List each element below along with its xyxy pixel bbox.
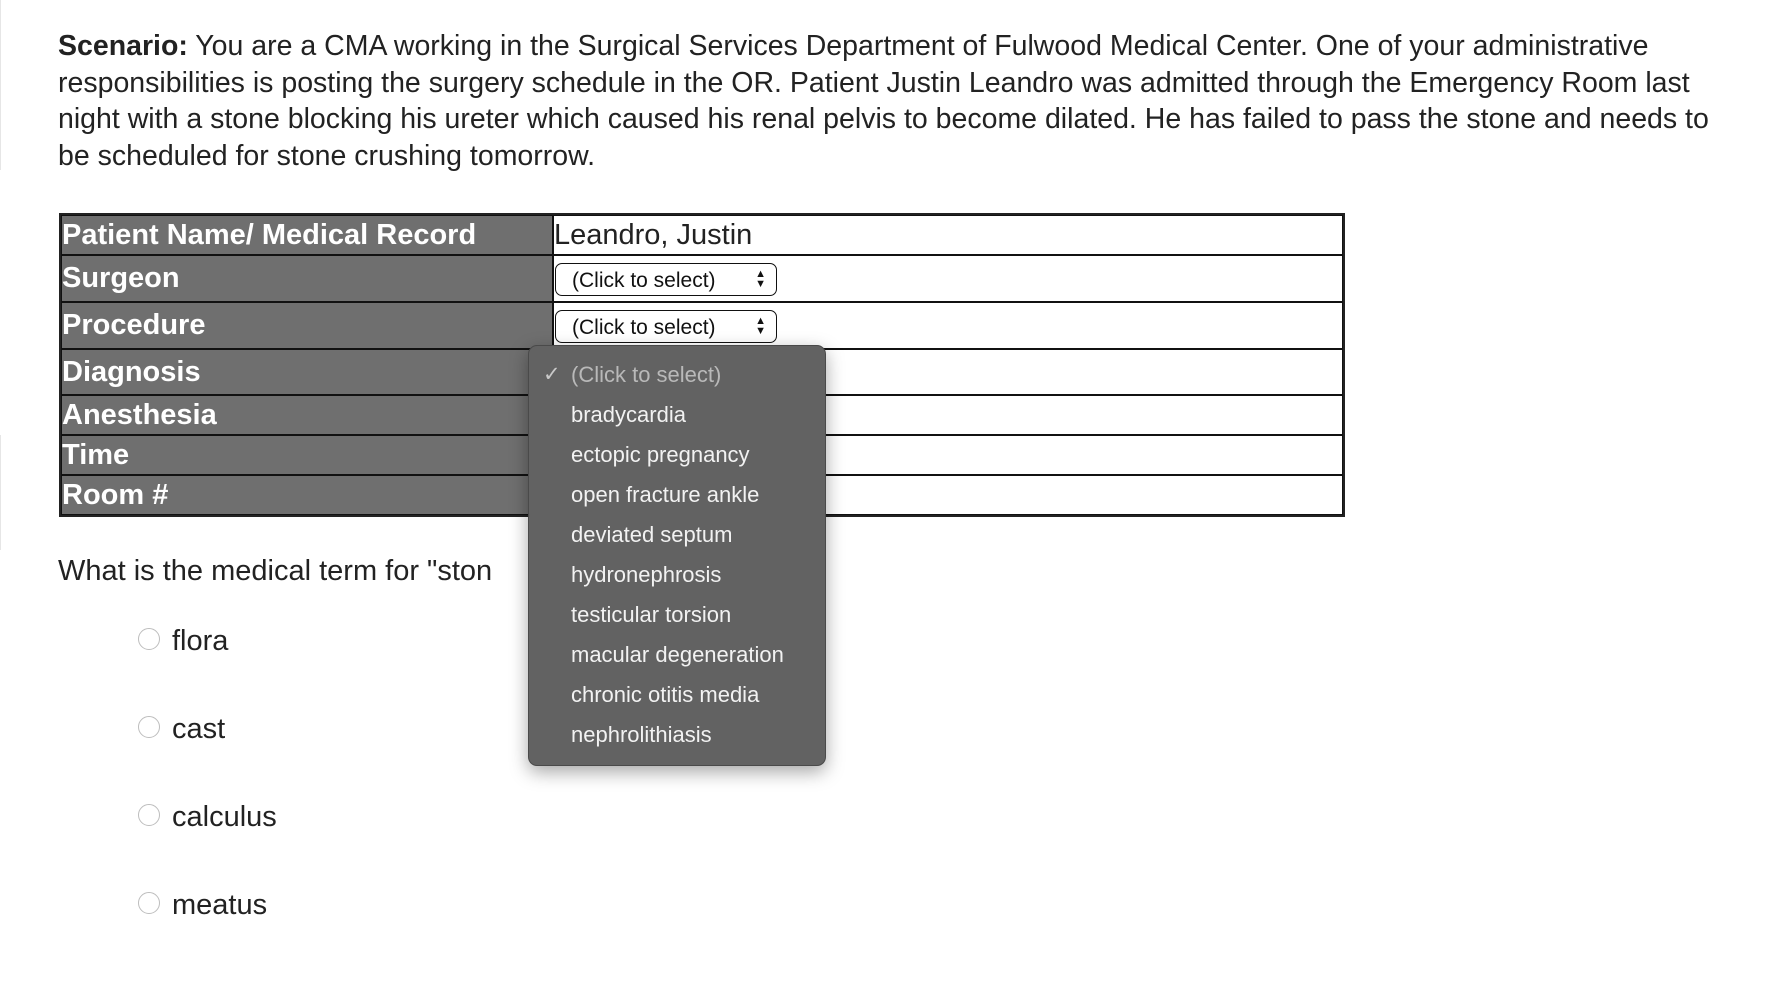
row-patient-name xyxy=(61,215,1343,255)
label-time: Time xyxy=(61,435,553,475)
procedure-select-value: (Click to select) xyxy=(572,315,716,339)
dropdown-option-testicular-torsion[interactable]: testicular torsion xyxy=(571,602,732,627)
answer-label: flora xyxy=(172,625,229,657)
dropdown-option-deviated-septum[interactable]: deviated septum xyxy=(571,522,733,547)
row-surgeon xyxy=(61,255,1343,302)
answer-option-meatus[interactable] xyxy=(138,889,267,922)
dropdown-option-ectopic-pregnancy[interactable]: ectopic pregnancy xyxy=(571,442,750,467)
procedure-select[interactable] xyxy=(555,310,777,343)
cell-procedure xyxy=(553,302,1343,349)
checkmark-icon: ✓ xyxy=(543,363,561,386)
dropdown-option-placeholder[interactable]: ✓ (Click to select) xyxy=(543,362,722,387)
radio-button[interactable] xyxy=(138,892,160,914)
label-surgeon: Surgeon xyxy=(61,255,553,302)
dropdown-option-bradycardia[interactable]: bradycardia xyxy=(571,402,686,427)
cell-surgeon xyxy=(553,255,1343,302)
diagnosis-dropdown-menu xyxy=(528,345,826,766)
answer-label: meatus xyxy=(172,889,268,921)
radio-button[interactable] xyxy=(138,628,160,650)
answer-label: cast xyxy=(172,713,226,745)
select-arrows-icon: ▲ ▼ xyxy=(755,268,766,290)
label-room: Room # xyxy=(61,475,553,515)
label-anesthesia: Anesthesia xyxy=(61,395,553,435)
dropdown-option-chronic-otitis-media[interactable]: chronic otitis media xyxy=(571,682,760,707)
scenario-body: You are a CMA working in the Surgical Services Department of Fulwood Medical Center. One of your administrative responsibilities is posting the surgery schedule in the OR. Patient Justin Leandro was admitted through the Emergency Room last night with a stone blocking his ureter which caused his renal pelvis to become dilated. He has failed to pass the stone and needs to be scheduled for stone crushing tomorrow. xyxy=(58,30,1709,172)
select-arrows-icon: ▲ ▼ xyxy=(755,315,766,337)
answer-option-flora[interactable] xyxy=(138,625,228,658)
surgeon-select-value: (Click to select) xyxy=(572,268,716,292)
scenario-text xyxy=(58,28,1718,174)
label-patient-name: Patient Name/ Medical Record xyxy=(61,215,553,255)
row-procedure xyxy=(61,302,1343,349)
answer-option-calculus[interactable] xyxy=(138,801,277,834)
left-edge-mark-bottom xyxy=(0,435,1,550)
left-edge-mark-top xyxy=(0,0,1,170)
dropdown-option-hydronephrosis[interactable]: hydronephrosis xyxy=(571,562,722,587)
dropdown-option-nephrolithiasis[interactable]: nephrolithiasis xyxy=(571,722,712,747)
answer-label: calculus xyxy=(172,801,277,833)
scenario-label: Scenario: xyxy=(58,30,188,62)
dropdown-option-macular-degeneration[interactable]: macular degeneration xyxy=(571,642,784,667)
radio-button[interactable] xyxy=(138,804,160,826)
dropdown-option-open-fracture-ankle[interactable]: open fracture ankle xyxy=(571,482,760,507)
question-text: What is the medical term for "ston xyxy=(58,555,493,587)
label-procedure: Procedure xyxy=(61,302,553,349)
answer-option-cast[interactable] xyxy=(138,713,225,746)
value-patient-name: Leandro, Justin xyxy=(553,215,1343,255)
radio-button[interactable] xyxy=(138,716,160,738)
surgeon-select[interactable] xyxy=(555,263,777,296)
label-diagnosis: Diagnosis xyxy=(61,349,553,395)
